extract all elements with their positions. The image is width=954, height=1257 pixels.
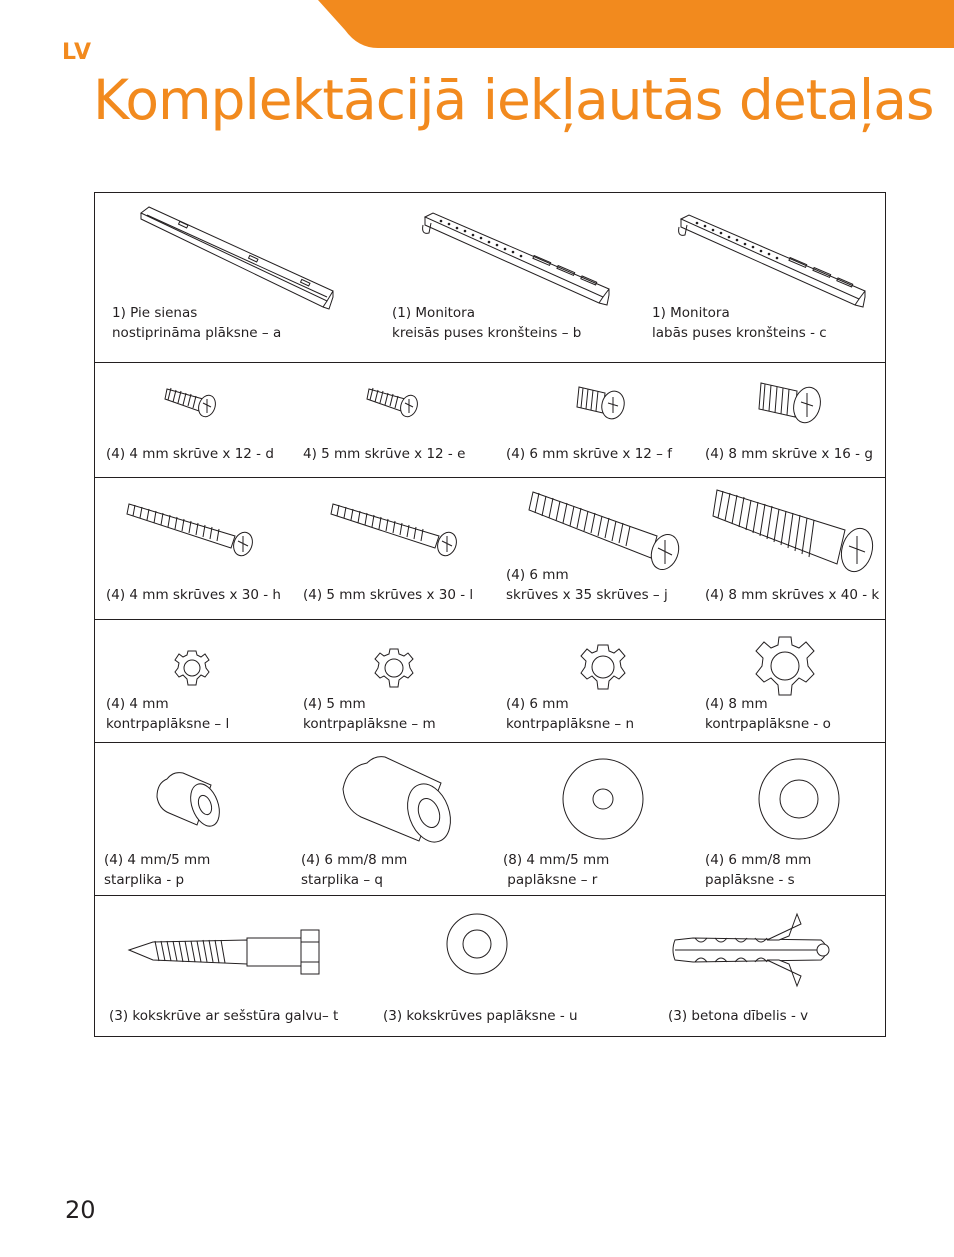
- part-item: [95, 620, 295, 743]
- part-item: [295, 363, 495, 478]
- part-item: [295, 743, 495, 896]
- part-item: [495, 363, 695, 478]
- short-screw-icon: [575, 381, 635, 421]
- part-label: (4) 6 mm skrūve x 12 – f: [506, 446, 672, 462]
- short-screw-icon: [757, 377, 837, 427]
- page-number: 20: [65, 1196, 96, 1224]
- parts-row: [95, 896, 885, 1038]
- long-screw-icon: [125, 498, 265, 558]
- part-item: [495, 478, 695, 620]
- short-screw-icon: [365, 381, 425, 421]
- lock-washer-icon: [372, 646, 416, 690]
- language-code: LV: [62, 40, 93, 65]
- part-label: (4) 8 mm kontrpaplāksne - o: [705, 696, 831, 732]
- part-item: [495, 620, 695, 743]
- part-label: 1) Monitora labās puses kronšteins - c: [652, 305, 827, 341]
- part-item: [95, 478, 295, 620]
- washer-icon: [445, 912, 509, 976]
- part-item: [295, 620, 495, 743]
- right-bracket-icon: [679, 213, 869, 313]
- part-item: [655, 896, 885, 1038]
- part-item: [95, 193, 375, 363]
- part-label: (4) 6 mm/8 mm paplāksne - s: [705, 852, 812, 888]
- part-item: [95, 743, 295, 896]
- part-item: [95, 363, 295, 478]
- long-screw-icon: [329, 498, 469, 558]
- part-label: 1) Pie sienas nostiprināma plāksne – a: [112, 305, 282, 341]
- lock-washer-icon: [578, 642, 628, 692]
- part-item: [495, 743, 695, 896]
- part-item: [695, 478, 885, 620]
- part-label: (4) 6 mm/8 mm starplika – q: [301, 852, 408, 888]
- part-item: [95, 896, 375, 1038]
- part-item: [295, 478, 495, 620]
- parts-row: [95, 363, 885, 478]
- wall-anchor-icon: [671, 910, 841, 990]
- parts-row: [95, 743, 885, 896]
- part-label: (3) kokskrūves paplāksne - u: [383, 1008, 578, 1024]
- part-label: (4) 4 mm skrūve x 12 - d: [106, 446, 274, 462]
- part-label: (4) 6 mm skrūves x 35 skrūves – j: [506, 567, 668, 603]
- long-screw-icon: [711, 486, 881, 576]
- part-item: [645, 193, 885, 363]
- lag-bolt-icon: [127, 928, 327, 978]
- part-label: (4) 5 mm skrūves x 30 - l: [303, 587, 474, 603]
- left-bracket-icon: [423, 211, 613, 311]
- washer-icon: [757, 757, 841, 841]
- lock-washer-icon: [753, 634, 817, 698]
- part-item: [695, 363, 885, 478]
- parts-row: [95, 193, 885, 363]
- parts-table: [94, 192, 886, 1037]
- part-label: (4) 4 mm kontrpaplāksne – l: [106, 696, 230, 732]
- page-title: Komplektācijā iekļautās detaļas: [93, 68, 934, 132]
- part-label: (4) 6 mm kontrpaplāksne – n: [506, 696, 635, 732]
- part-item: [375, 896, 655, 1038]
- part-label: (3) betona dībelis - v: [668, 1008, 809, 1024]
- washer-icon: [561, 757, 645, 841]
- short-screw-icon: [163, 381, 223, 421]
- wall-plate-icon: [137, 205, 337, 315]
- part-label: (4) 4 mm skrūves x 30 - h: [106, 587, 281, 603]
- part-label: (4) 5 mm kontrpaplāksne – m: [303, 696, 436, 732]
- spacer-icon: [337, 749, 457, 849]
- part-label: (4) 8 mm skrūve x 16 - g: [705, 446, 873, 462]
- part-item: [695, 743, 885, 896]
- spacer-icon: [153, 763, 233, 843]
- part-label: (4) 4 mm/5 mm starplika - p: [104, 852, 211, 888]
- part-label: (3) kokskrūve ar sešstūra galvu– t: [109, 1008, 339, 1024]
- part-label: (4) 8 mm skrūves x 40 - k: [705, 587, 880, 603]
- lock-washer-icon: [172, 648, 212, 688]
- parts-row: [95, 478, 885, 620]
- header-tab: [0, 0, 954, 50]
- part-label: 4) 5 mm skrūve x 12 - e: [303, 446, 466, 462]
- parts-row: [95, 620, 885, 743]
- part-item: [375, 193, 645, 363]
- part-label: (1) Monitora kreisās puses kronšteins – b: [392, 305, 582, 341]
- part-item: [695, 620, 885, 743]
- part-label: (8) 4 mm/5 mm paplāksne – r: [503, 852, 610, 888]
